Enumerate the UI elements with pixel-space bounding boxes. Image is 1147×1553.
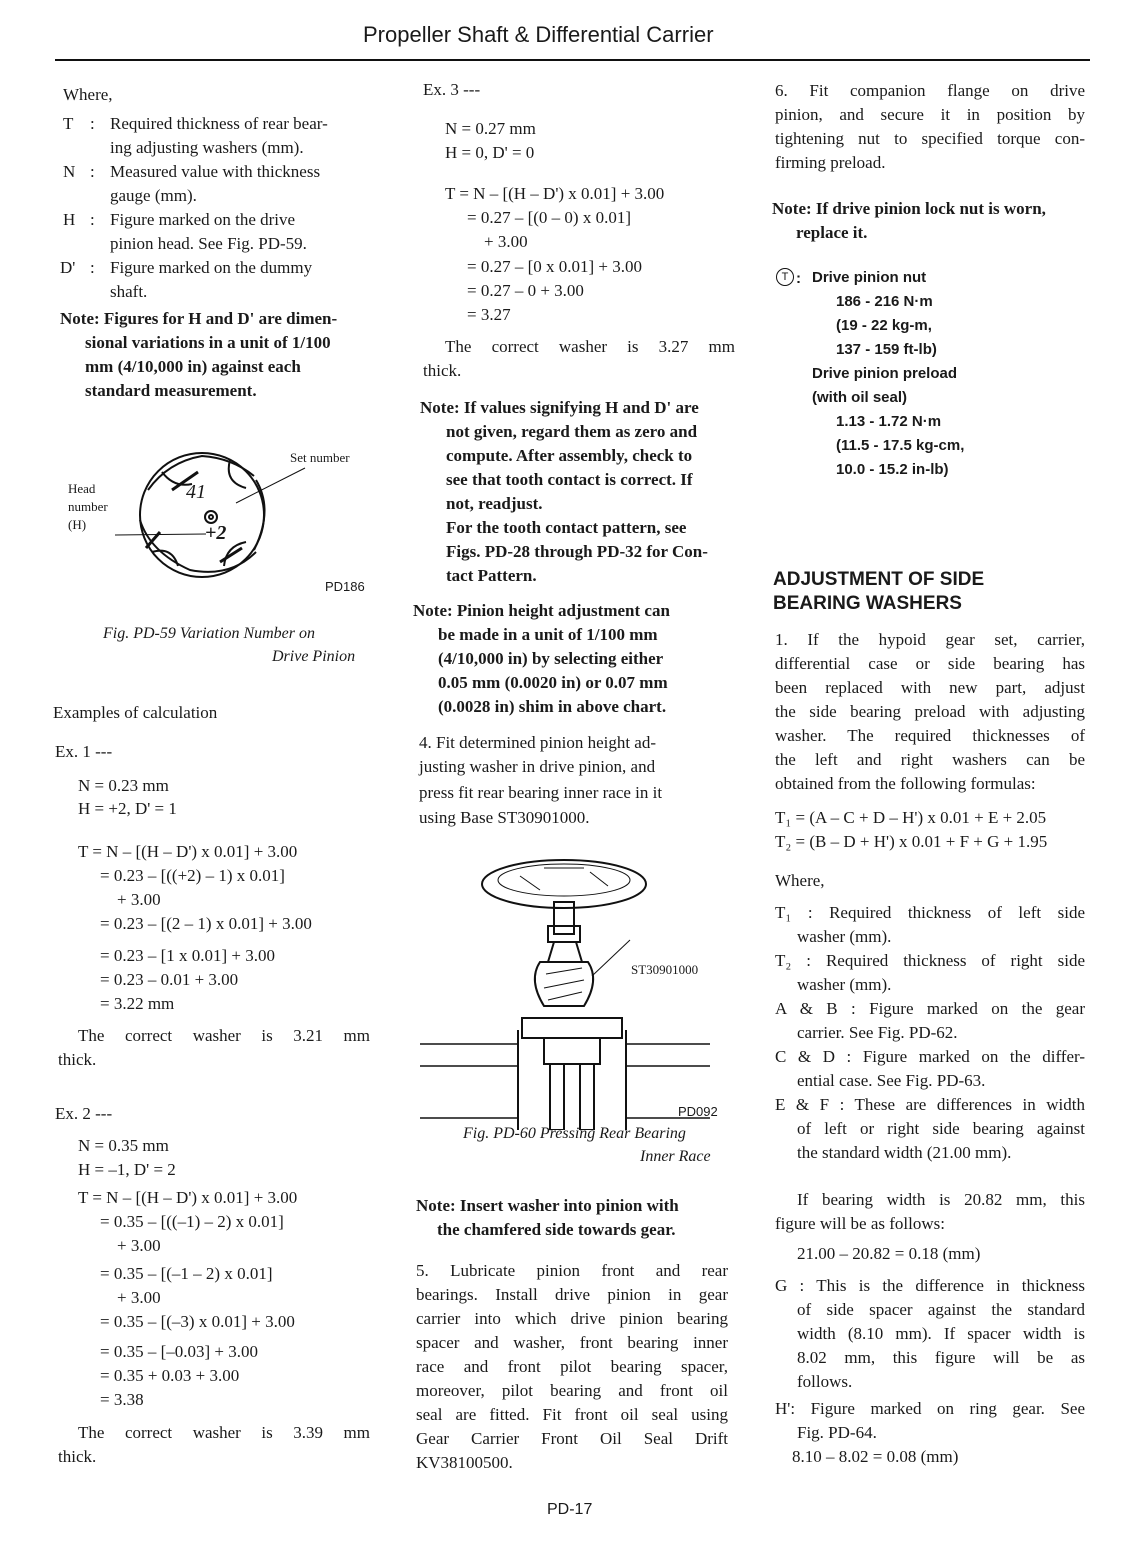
note-line: 0.05 mm (0.0020 in) or 0.07 mm [438,673,668,692]
step-line: seal are fitted. Fit front oil seal using [416,1405,728,1424]
note-line: replace it. [796,223,868,242]
header-rule [55,59,1090,61]
press-fit-figure [420,850,740,1130]
calc-line: = 0.35 – [–0.03] + 3.00 [100,1342,258,1361]
def-line: of left or right side bearing against [797,1119,1085,1138]
calc-line: + 3.00 [484,232,528,251]
figure-caption: Drive Pinion [272,648,356,665]
note-line: Note: Pinion height adjustment can [413,601,670,620]
def-line: ential case. See Fig. PD-63. [797,1071,986,1090]
paragraph-line: 1. If the hypoid gear set, carrier, [775,630,1085,649]
def-line: washer (mm). [797,927,892,946]
figure-code: PD092 [678,1104,718,1119]
head-number-mark: +2 [205,522,227,544]
note-line: see that tooth contact is correct. If [446,470,693,489]
example-title: Ex. 3 --- [423,80,481,99]
torque-icon: T [776,268,794,286]
note-line: (0.0028 in) shim in above chart. [438,697,667,716]
calc-line: = 3.38 [100,1390,144,1409]
note-line: Note: If drive pinion lock nut is worn, [772,199,1046,218]
section-heading: ADJUSTMENT OF SIDE [773,569,985,590]
section-heading: BEARING WASHERS [773,593,962,614]
torque-spec: 10.0 - 15.2 in-lb) [836,461,949,478]
calc-line: = 0.27 – 0 + 3.00 [467,281,584,300]
set-number-label: Set number [290,450,350,465]
calc-line: + 3.00 [117,890,161,909]
formula-t2: T₂ = (B – D + H') x 0.01 + F + G + 1.95 [775,832,1048,851]
def-line: 8.10 – 8.02 = 0.08 (mm) [792,1447,959,1466]
figure-caption: Fig. PD-59 Variation Number on [103,625,315,642]
def-line: H': Figure marked on ring gear. See [775,1399,1085,1418]
figure-caption: Inner Race [640,1148,711,1165]
note-line: standard measurement. [85,381,257,400]
calc-line: = 3.27 [467,305,511,324]
where-label: Where, [63,85,113,104]
def-text: ing adjusting washers (mm). [110,138,304,157]
def-symbol: D' [60,258,76,277]
step-line: justing washer in drive pinion, and [419,757,656,776]
calc-line: + 3.00 [117,1288,161,1307]
calc-line: = 0.23 – [((+2) – 1) x 0.01] [100,866,285,885]
example-n: N = 0.23 mm [78,776,169,795]
page-title: Propeller Shaft & Differential Carrier [363,22,714,47]
step-line: 5. Lubricate pinion front and rear [416,1261,728,1280]
paragraph-line: the left and right washers can be [775,750,1085,769]
step-line: Gear Carrier Front Oil Seal Drift [416,1429,728,1448]
paragraph-line: differential case or side bearing has [775,654,1085,673]
def-line: follows. [797,1372,853,1391]
step-line: 6. Fit companion flange on drive [775,81,1085,100]
example-n: N = 0.35 mm [78,1136,169,1155]
note-line: not given, regard them as zero and [446,422,698,441]
examples-title: Examples of calculation [53,703,218,722]
step-line: KV38100500. [416,1453,513,1472]
note-line: sional variations in a unit of 1/100 [85,333,331,352]
example-n: N = 0.27 mm [445,119,536,138]
calc-line: = 0.23 – 0.01 + 3.00 [100,970,239,989]
example-result: The correct washer is 3.21 mm [78,1026,370,1045]
note-line: the chamfered side towards gear. [437,1220,676,1239]
where-label: Where, [775,871,825,890]
page-number: PD-17 [547,1501,593,1518]
head-number-label: (H) [68,517,87,532]
example-title: Ex. 2 --- [55,1104,113,1123]
press-tool-drawing [420,860,710,1130]
formula-t1: T₁ = (A – C + D – H') x 0.01 + E + 2.05 [775,808,1047,827]
def-symbol: N [63,162,76,181]
calc-line: = 0.27 – [0 x 0.01] + 3.00 [467,257,642,276]
paragraph-line: washer. The required thicknesses of [775,726,1085,745]
calc-line: = 0.23 – [(2 – 1) x 0.01] + 3.00 [100,914,312,933]
example-result: thick. [58,1447,97,1466]
calc-line: T = N – [(H – D') x 0.01] + 3.00 [78,842,298,861]
calc-line: = 0.35 – [(–1 – 2) x 0.01] [100,1264,273,1283]
calc-line: = 0.23 – [1 x 0.01] + 3.00 [100,946,275,965]
step-line: moreover, pilot bearing and front oil [416,1381,728,1400]
calc-line: = 0.35 – [((–1) – 2) x 0.01] [100,1212,284,1231]
note-line: be made in a unit of 1/100 mm [438,625,658,644]
def-line: 8.02 mm, this figure will be as [797,1348,1085,1367]
step-line: pinion, and secure it in position by [775,105,1085,124]
example-h: H = 0, D' = 0 [445,143,535,162]
example-result: thick. [423,361,462,380]
def-line: E & F : These are differences in width [775,1095,1085,1114]
step-line: using Base ST30901000. [419,808,590,827]
torque-spec: Drive pinion preload [812,365,958,382]
step-line: bearings. Install drive pinion in gear [416,1285,728,1304]
example-result: The correct washer is 3.27 mm [445,337,735,356]
def-text: shaft. [110,282,148,301]
def-line: width (8.10 mm). If spacer width is [797,1324,1085,1343]
step-line: press fit rear bearing inner race in it [419,783,663,802]
torque-spec: 137 - 159 ft-lb) [836,341,937,358]
torque-spec: (with oil seal) [812,389,908,406]
def-line: the standard width (21.00 mm). [797,1143,1012,1162]
note-line: Note: Insert washer into pinion with [416,1196,679,1215]
pinion-gear-drawing [115,453,305,577]
paragraph-line: 21.00 – 20.82 = 0.18 (mm) [797,1244,981,1263]
def-text: pinion head. See Fig. PD-59. [110,234,307,253]
calc-line: = 0.27 – [(0 – 0) x 0.01] [467,208,631,227]
paragraph-line: figure will be as follows: [775,1214,945,1233]
torque-spec: 186 - 216 N·m [836,293,933,310]
torque-spec: (11.5 - 17.5 kg-cm, [836,437,965,454]
example-title: Ex. 1 --- [55,742,113,761]
note-line: tact Pattern. [446,566,537,585]
def-symbol: T [63,114,74,133]
torque-spec: 1.13 - 1.72 N·m [836,413,942,430]
paragraph-line: If bearing width is 20.82 mm, this [797,1190,1085,1209]
def-line: T₂ : Required thickness of right side [775,951,1085,970]
figure-code: PD186 [325,579,365,594]
paragraph-line: the side bearing preload with adjusting [775,702,1085,721]
def-text: Required thickness of rear bear- [110,114,328,133]
example-result: The correct washer is 3.39 mm [78,1423,370,1442]
def-line: T₁ : Required thickness of left side [775,903,1085,922]
example-h: H = –1, D' = 2 [78,1160,176,1179]
def-symbol: H [63,210,76,229]
note-line: Note: Figures for H and D' are dimen- [60,309,338,328]
def-line: washer (mm). [797,975,892,994]
calc-line: T = N – [(H – D') x 0.01] + 3.00 [445,184,665,203]
calc-line: = 0.35 – [(–3) x 0.01] + 3.00 [100,1312,295,1331]
def-line: Fig. PD-64. [797,1423,877,1442]
def-line: C & D : Figure marked on the differ- [775,1047,1085,1066]
step-line: race and front pilot bearing spacer, [416,1357,728,1376]
note-line: Note: If values signifying H and D' are [420,398,699,417]
figure-caption: Fig. PD-60 Pressing Rear Bearing [463,1125,686,1142]
def-text: Measured value with thickness [110,162,321,181]
torque-spec: (19 - 22 kg-m, [836,317,932,334]
def-text: Figure marked on the drive [110,210,296,229]
calc-line: T = N – [(H – D') x 0.01] + 3.00 [78,1188,298,1207]
step-line: tightening nut to specified torque con- [775,129,1085,148]
step-line: 4. Fit determined pinion height ad- [419,733,657,752]
step-line: firming preload. [775,153,886,172]
step-line: carrier into which drive pinion bearing [416,1309,728,1328]
note-line: not, readjust. [446,494,543,513]
tool-label: ST30901000 [631,962,699,977]
calc-line: = 3.22 mm [100,994,175,1013]
note-line: compute. After assembly, check to [446,446,693,465]
def-text: gauge (mm). [110,186,197,205]
note-line: For the tooth contact pattern, see [446,518,687,537]
example-result: thick. [58,1050,97,1069]
paragraph-line: obtained from the following formulas: [775,774,1036,793]
step-line: spacer and washer, front bearing inner [416,1333,728,1352]
calc-line: + 3.00 [117,1236,161,1255]
def-line: A & B : Figure marked on the gear [775,999,1085,1018]
example-h: H = +2, D' = 1 [78,799,177,818]
def-line: carrier. See Fig. PD-62. [797,1023,958,1042]
note-line: (4/10,000 in) by selecting either [438,649,664,668]
torque-spec: Drive pinion nut [812,269,927,286]
head-number-label: Head [68,481,96,496]
set-number-mark: 41 [186,481,206,503]
def-line: of side spacer against the standard [797,1300,1085,1319]
def-text: Figure marked on the dummy [110,258,313,277]
note-line: mm (4/10,000 in) against each [85,357,301,376]
paragraph-line: been replaced with new part, adjust [775,678,1085,697]
note-line: Figs. PD-28 through PD-32 for Con- [446,542,708,561]
head-number-label: number [68,499,108,514]
calc-line: = 0.35 + 0.03 + 3.00 [100,1366,240,1385]
def-line: G : This is the difference in thickness [775,1276,1085,1295]
